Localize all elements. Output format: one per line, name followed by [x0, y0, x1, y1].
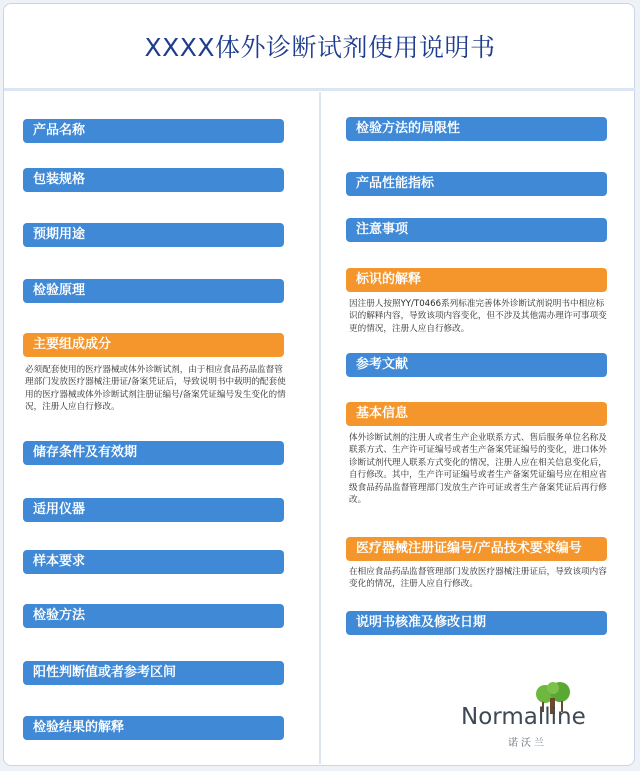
- main-components-note: 必须配套使用的医疗器械或体外诊断试剂，由于相应食品药品监督管理部门发放医疗器械注册证/备案凭证后，导致说明书中载明的配套使用的医疗器械或体外诊断试剂注册证编号/备案凭证编号发生变化的情况，注册人应自行修改。: [25, 365, 286, 413]
- page-title: XXXX体外诊断试剂使用说明书: [144, 33, 496, 62]
- logo-subtitle: 诺沃兰: [508, 738, 547, 749]
- label-explanation-note: 因注册人按照YY/T0466系列标准完善体外诊断试剂说明书中相应标识的解释内容，导致该项内容变化，但不涉及其他需办理许可事项变更的情况，注册人应自行修改。: [349, 299, 607, 334]
- logo-wordmark: Normalline: [461, 704, 586, 730]
- column-divider: [319, 92, 321, 764]
- section-method-limitations: 检验方法的局限性: [346, 117, 607, 141]
- section-performance: 产品性能指标: [346, 172, 607, 196]
- section-sample-requirements: 样本要求: [23, 550, 284, 574]
- section-registration-number: 医疗器械注册证编号/产品技术要求编号: [346, 537, 607, 561]
- section-result-interpretation: 检验结果的解释: [23, 716, 284, 740]
- title-divider: [4, 88, 635, 91]
- section-test-principle: 检验原理: [23, 279, 284, 303]
- section-instruments: 适用仪器: [23, 498, 284, 522]
- section-product-name: 产品名称: [23, 119, 284, 143]
- basic-info-note: 体外诊断试剂的注册人或者生产企业联系方式、售后服务单位名称及联系方式、生产许可证编号或者生产备案凭证编号的变化，进口体外诊断试剂代理人联系方式变化的情况，注册人应在相关信息变化后，自行修改。其中，生产许可证编号或者生产备案凭证编号应在相应省级食品药品监督管理部门发放生产许可证或者生产备案凭证后再行修改。: [349, 433, 607, 506]
- section-package-spec: 包装规格: [23, 168, 284, 192]
- section-intended-use: 预期用途: [23, 223, 284, 247]
- section-test-method: 检验方法: [23, 604, 284, 628]
- section-storage-validity: 储存条件及有效期: [23, 441, 284, 465]
- normalline-logo: [461, 682, 601, 752]
- section-approval-date: 说明书核准及修改日期: [346, 611, 607, 635]
- section-basic-info: 基本信息: [346, 402, 607, 426]
- section-main-components: 主要组成成分: [23, 333, 284, 357]
- section-positive-cutoff: 阳性判断值或者参考区间: [23, 661, 284, 685]
- section-references: 参考文献: [346, 353, 607, 377]
- registration-number-note: 在相应食品药品监督管理部门发放医疗器械注册证后，导致该项内容变化的情况，注册人应自行修改。: [349, 567, 607, 590]
- section-precautions: 注意事项: [346, 218, 607, 242]
- section-label-explanation: 标识的解释: [346, 268, 607, 292]
